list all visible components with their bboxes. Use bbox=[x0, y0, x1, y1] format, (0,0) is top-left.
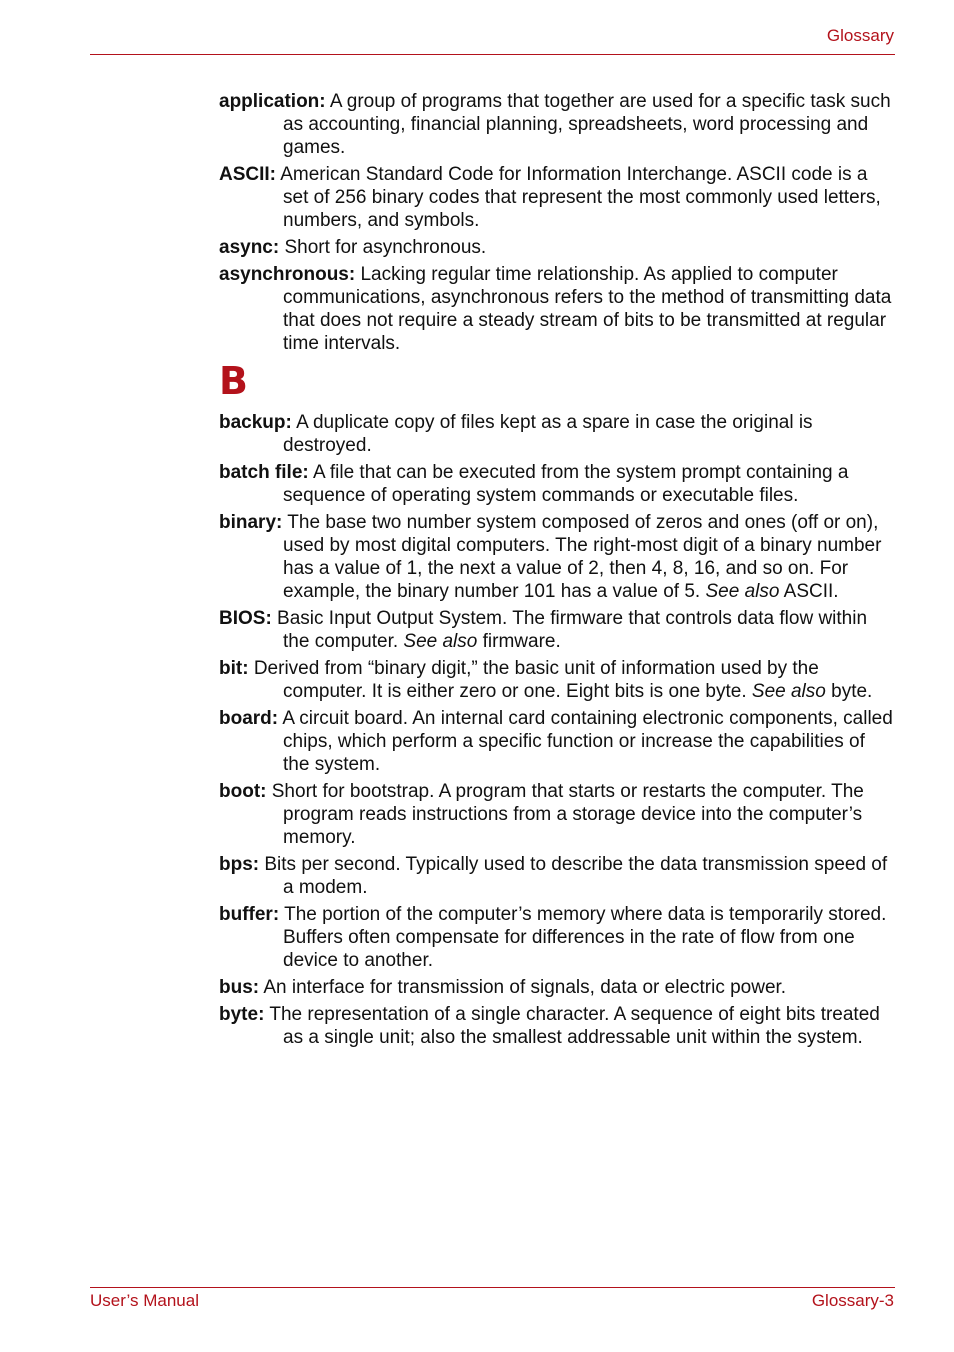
see-also-reference: See also bbox=[751, 681, 826, 702]
glossary-term: ASCII: bbox=[219, 164, 276, 185]
footer-manual-label: User’s Manual bbox=[90, 1291, 199, 1310]
glossary-term: binary: bbox=[219, 512, 283, 533]
footer-rule bbox=[90, 1287, 895, 1288]
glossary-entry-board bbox=[219, 707, 895, 776]
glossary-entry-ascii bbox=[219, 163, 895, 232]
glossary-definition: An interface for transmission of signals, data or electric power. bbox=[259, 977, 787, 998]
glossary-entry-binary bbox=[219, 511, 895, 603]
glossary-term: application: bbox=[219, 91, 326, 112]
glossary-entry-bit bbox=[219, 657, 895, 703]
see-also-reference: See also bbox=[403, 631, 478, 652]
glossary-content bbox=[219, 90, 895, 1053]
glossary-entry-application bbox=[219, 90, 895, 159]
glossary-term: buffer: bbox=[219, 904, 280, 925]
footer-page-number: Glossary-3 bbox=[811, 1291, 894, 1310]
glossary-term: batch file: bbox=[219, 462, 309, 483]
glossary-entry-asynchronous bbox=[219, 263, 895, 355]
glossary-definition: The portion of the computer’s memory where data is temporarily stored. Buffers often compensate for differences in the rate of flow from one device to another. bbox=[279, 904, 887, 971]
glossary-term: bit: bbox=[219, 658, 249, 679]
glossary-term: asynchronous: bbox=[219, 264, 356, 285]
glossary-entry-buffer bbox=[219, 903, 895, 972]
see-also-reference: See also bbox=[705, 581, 780, 602]
header-section-title: Glossary bbox=[826, 26, 894, 45]
glossary-definition: Lacking regular time relationship. As applied to computer communications, asynchronous refers to the method of transmitting data that does not require a steady stream of bits to be transmitted at regular time intervals. bbox=[283, 264, 892, 354]
glossary-definition: A circuit board. An internal card containing electronic components, called chips, which perform a specific function or increase the capabilities of the system. bbox=[278, 708, 893, 775]
glossary-definition-tail: ASCII. bbox=[779, 581, 839, 602]
glossary-definition: Bits per second. Typically used to describe the data transmission speed of a modem. bbox=[259, 854, 888, 898]
glossary-term: boot: bbox=[219, 781, 267, 802]
glossary-entry-async bbox=[219, 236, 895, 259]
glossary-entry-backup bbox=[219, 411, 895, 457]
glossary-definition: A file that can be executed from the system prompt containing a sequence of operating system commands or executable files. bbox=[283, 462, 849, 506]
glossary-term: BIOS: bbox=[219, 608, 272, 629]
header-rule bbox=[90, 54, 895, 55]
glossary-definition: The representation of a single character. A sequence of eight bits treated as a single unit; also the smallest addressable unit within the system. bbox=[264, 1004, 880, 1048]
glossary-definition: A duplicate copy of files kept as a spare in case the original is destroyed. bbox=[283, 412, 813, 456]
glossary-definition: Basic Input Output System. The firmware that controls data flow within the computer. bbox=[271, 608, 868, 652]
glossary-entry-byte bbox=[219, 1003, 895, 1049]
glossary-definition: The base two number system composed of zeros and ones (off or on), used by most digital computers. The right-most digit of a binary number has a value of 1, the next a value of 2, then 4, 8, 16, and so on. For example, the binary number 101 has a value of 5. bbox=[282, 512, 882, 602]
glossary-definition: A group of programs that together are used for a specific task such as accounting, financial planning, spreadsheets, word processing and games. bbox=[283, 91, 891, 158]
glossary-definition-tail: byte. bbox=[825, 681, 873, 702]
glossary-term: async: bbox=[219, 237, 280, 258]
glossary-definition: Derived from “binary digit,” the basic unit of information used by the computer. It is either zero or one. Eight bits is one byte. bbox=[248, 658, 819, 702]
glossary-term: board: bbox=[219, 708, 279, 729]
glossary-definition-tail: firmware. bbox=[477, 631, 561, 652]
glossary-entry-boot bbox=[219, 780, 895, 849]
section-letter-heading: B bbox=[219, 359, 248, 403]
glossary-term: bus: bbox=[219, 977, 260, 998]
glossary-entry-bus bbox=[219, 976, 895, 999]
glossary-entry-batch-file bbox=[219, 461, 895, 507]
glossary-entry-bps bbox=[219, 853, 895, 899]
glossary-definition: Short for asynchronous. bbox=[279, 237, 487, 258]
glossary-term: backup: bbox=[219, 412, 292, 433]
glossary-term: byte: bbox=[219, 1004, 265, 1025]
glossary-entry-bios bbox=[219, 607, 895, 653]
glossary-definition: American Standard Code for Information Interchange. ASCII code is a set of 256 binary codes that represent the most commonly used letters, numbers, and symbols. bbox=[276, 164, 881, 231]
glossary-term: bps: bbox=[219, 854, 260, 875]
glossary-definition: Short for bootstrap. A program that starts or restarts the computer. The program reads instructions from a storage device into the computer’s memory. bbox=[266, 781, 864, 848]
